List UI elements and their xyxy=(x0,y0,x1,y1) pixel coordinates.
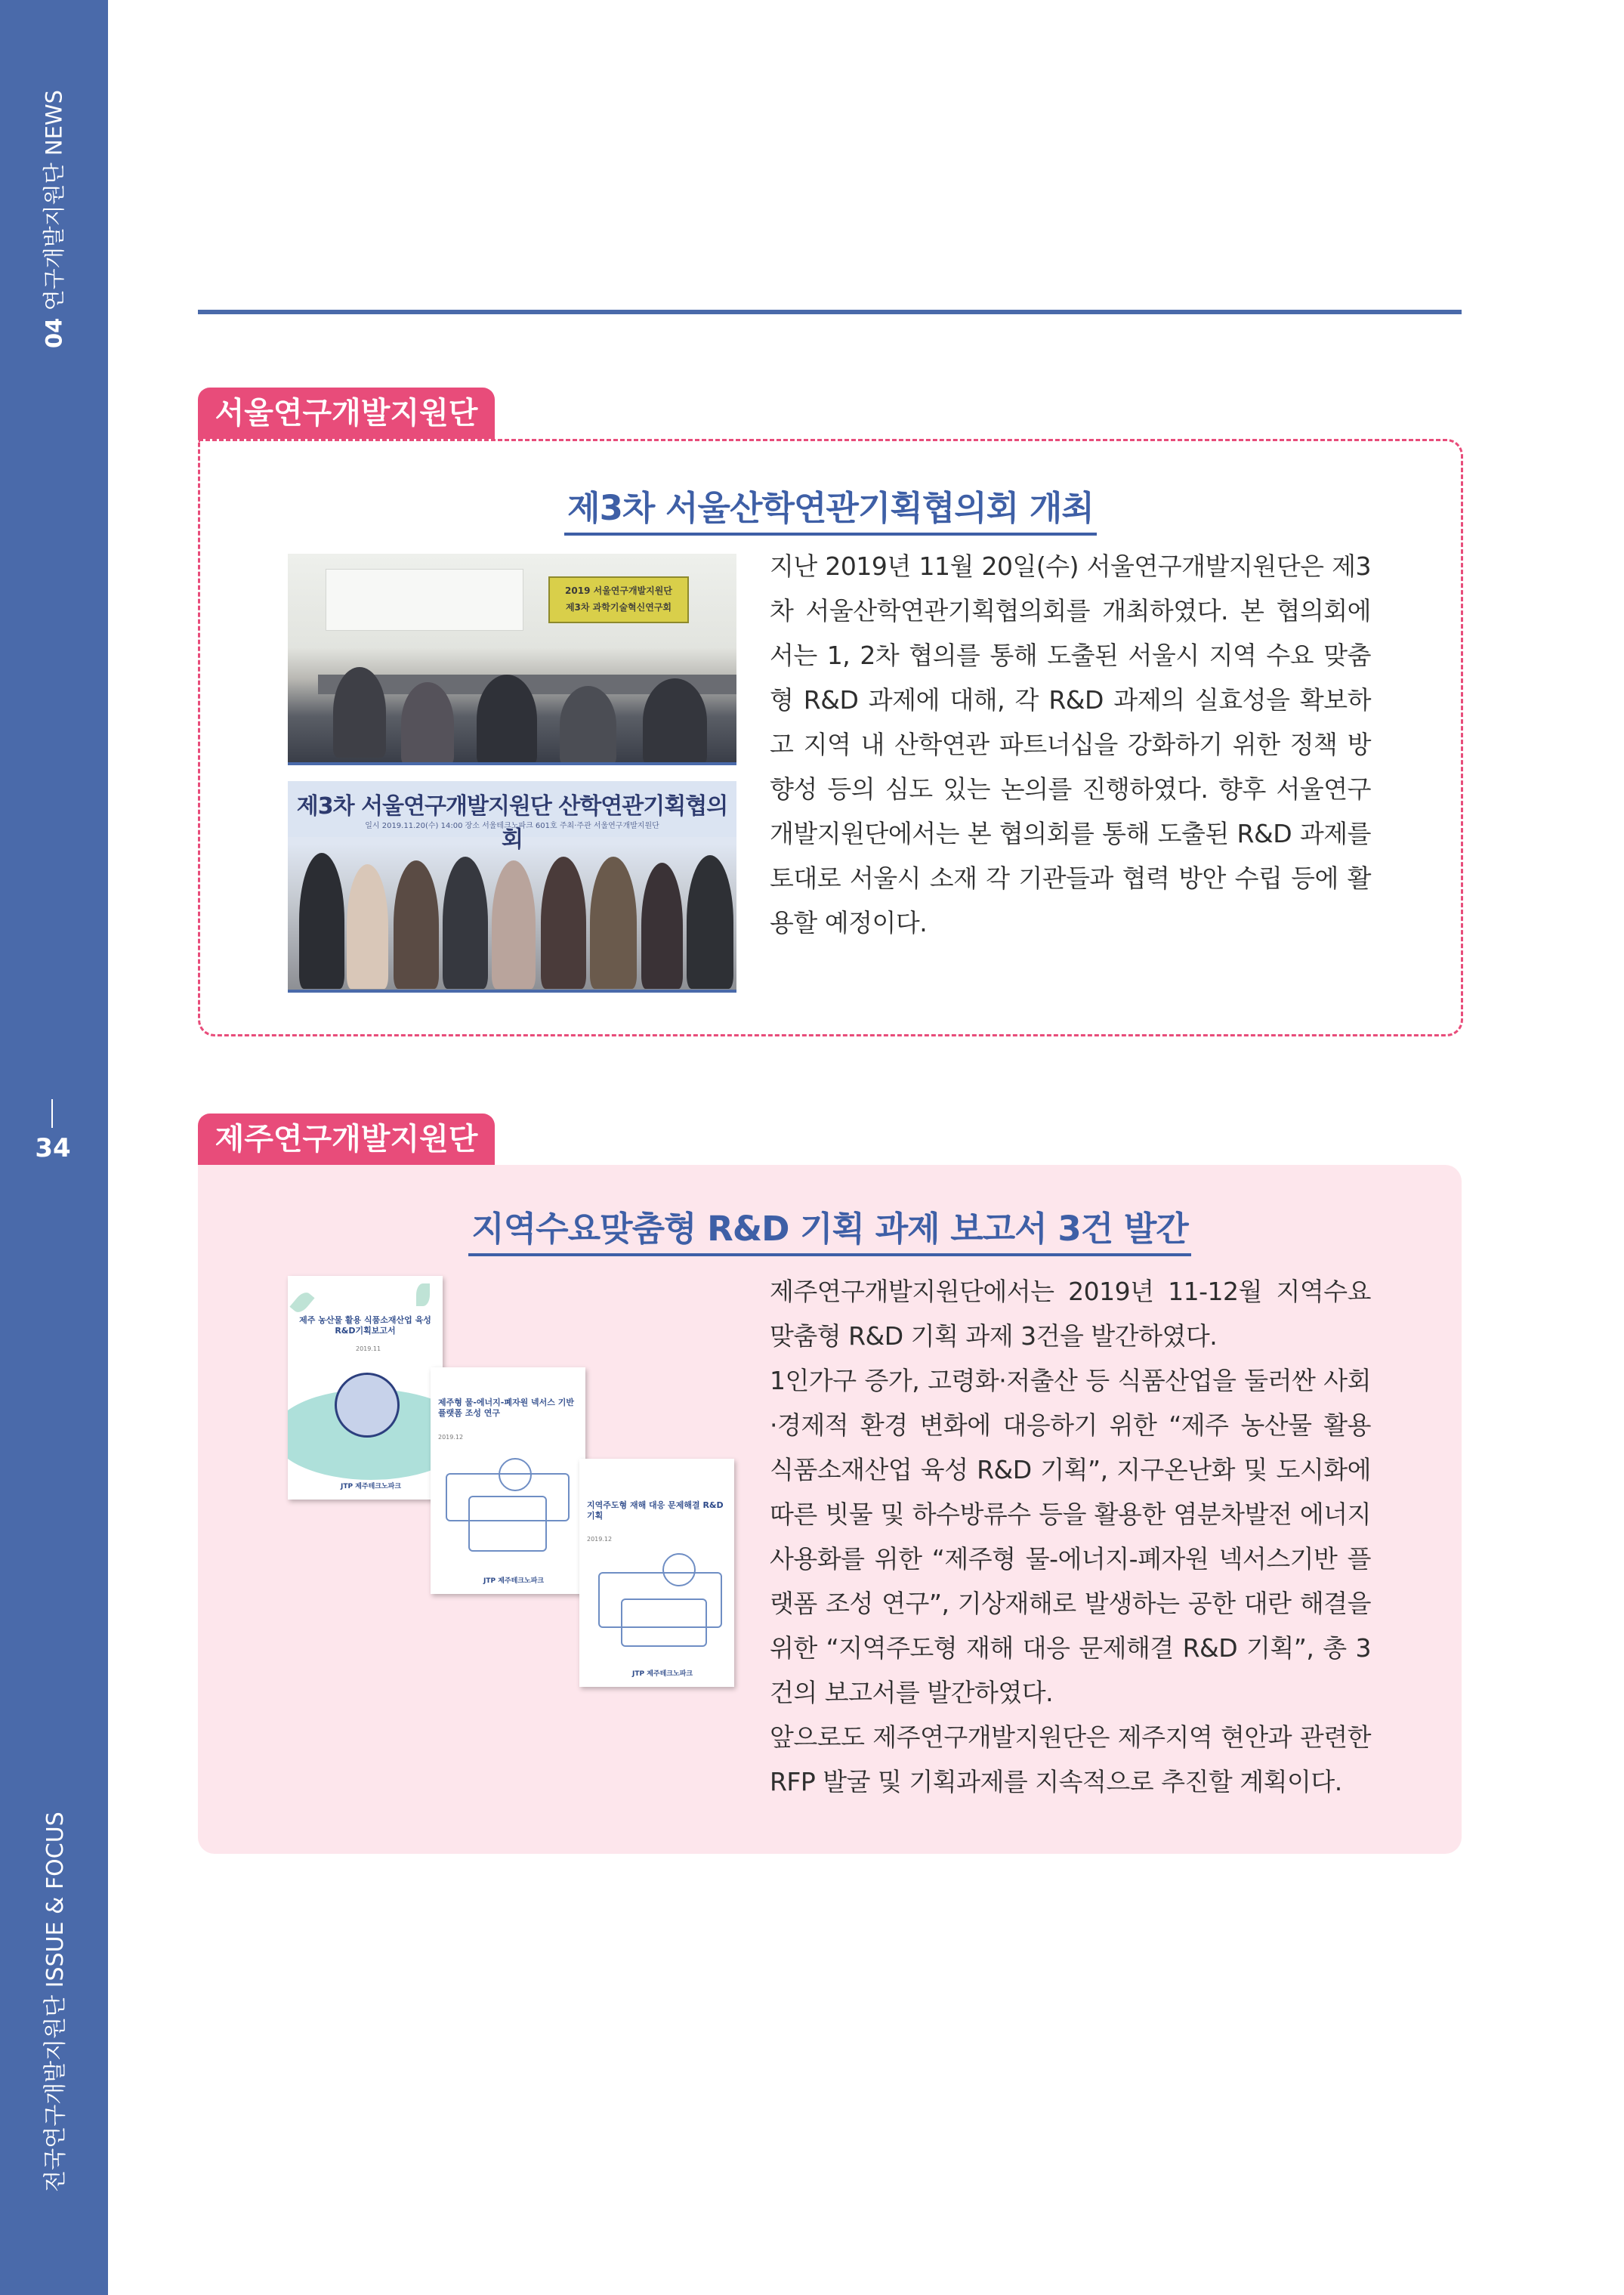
section-tab-jeju: 제주연구개발지원단 xyxy=(198,1114,495,1165)
attendee xyxy=(492,860,536,989)
bulb-illustration xyxy=(499,1458,532,1491)
section-title: 지역수요맞춤형 R&D 기획 과제 보고서 3건 발간 xyxy=(198,1201,1462,1256)
attendee xyxy=(687,855,733,989)
section-tab-seoul: 서울연구개발지원단 xyxy=(198,388,495,439)
group-photo xyxy=(288,781,736,993)
sidebar-publication-label: 전국연구개발지원단 ISSUE & FOCUS xyxy=(42,1812,69,2192)
attendee xyxy=(641,863,683,989)
globe-illustration xyxy=(335,1373,400,1438)
report-cover: 제주 농산물 활용 식품소재산업 육성 R&D기획보고서 2019.11 JTP 제주테크노파크 xyxy=(288,1276,443,1500)
sidebar-section-label: 04 연구개발지원단 NEWS xyxy=(41,90,67,348)
attendee xyxy=(443,857,488,989)
section-body-text: 지난 2019년 11월 20일(수) 서울연구개발지원단은 제3차 서울산학연관기획협의회를 개최하였다. 본 협의회에서는 1, 2차 협의를 통해 도출된 서울시 지역 수요 맞춤형 R&D 과제에 대해, 각 R&D 과제의 실효성을 확보하고 지역 내 산학연관 파트너십을 강화하기 위한 정책 방향성 등의 심도 있는 논의를 진행하였다. 향후 서울연구개발지원단에서는 본 협의회를 통해 도출된 R&D 과제를 토대로 서울시 소재 각 기관들과 협력 방안 수립 등에 활용할 예정이다. xyxy=(770,551,1371,937)
attendee xyxy=(401,682,454,765)
paragraph: 앞으로도 제주연구개발지원단은 제주지역 현안과 관련한 RFP 발굴 및 기획과제를 지속적으로 추진할 계획이다. xyxy=(770,1722,1371,1796)
network-illustration xyxy=(468,1496,547,1552)
attendee xyxy=(477,675,537,765)
section-body-text xyxy=(770,1269,1371,1804)
section-title: 제3차 서울산학연관기획협의회 개최 xyxy=(200,480,1461,536)
attendee xyxy=(299,853,344,989)
report-cover: 제주형 물-에너지-폐자원 넥서스 기반 플랫폼 조성 연구 2019.12 JTP 제주테크노파크 xyxy=(431,1367,585,1594)
paragraph: 제주연구개발지원단에서는 2019년 11-12월 지역수요맞춤형 R&D 기획 과제 3건을 발간하였다. xyxy=(770,1277,1371,1351)
attendee xyxy=(347,864,388,989)
sidebar xyxy=(0,0,108,2295)
event-banner: 제3차 서울연구개발지원단 산학연관기획협의회 일시 2019.11.20(수) 14:00 장소 서울테크노파크 601호 주최·주관 서울연구개발지원단 xyxy=(288,781,736,837)
leaf-decoration xyxy=(289,1290,314,1316)
header-rule xyxy=(198,310,1462,314)
attendee xyxy=(333,667,386,758)
leaf-decoration xyxy=(416,1283,430,1306)
bulb-illustration xyxy=(662,1553,696,1586)
meeting-banner: 2019 서울연구개발지원단 제3차 과학기술혁신연구회 xyxy=(548,576,689,623)
meeting-photo xyxy=(288,554,736,765)
attendee xyxy=(560,686,616,765)
paragraph: 1인가구 증가, 고령화·저출산 등 식품산업을 둘러싼 사회·경제적 환경 변화에 대응하기 위한 “제주 농산물 활용 식품소재산업 육성 R&D 기획”, 지구온난화 및 도시화에 따른 빗물 및 하수방류수 등을 활용한 염분차발전 에너지 사용화를 위한 “제주형 물-에너지-폐자원 넥서스기반 플랫폼 조성 연구”, 기상재해로 발생하는 공한 대란 해결을 위한 “지역주도형 재해 대응 문제해결 R&D 기획”, 총 3건의 보고서를 발간하였다. xyxy=(770,1366,1371,1707)
attendee xyxy=(590,857,637,989)
projection-screen xyxy=(326,569,523,631)
report-cover: 지역주도형 재해 대응 문제해결 R&D기획 2019.12 JTP 제주테크노파크 xyxy=(579,1459,734,1687)
attendee xyxy=(541,857,586,989)
attendee xyxy=(643,678,707,765)
page-number-rule xyxy=(51,1099,53,1128)
page-number: 34 xyxy=(35,1133,71,1163)
attendee xyxy=(394,860,439,989)
network-illustration xyxy=(621,1598,707,1647)
